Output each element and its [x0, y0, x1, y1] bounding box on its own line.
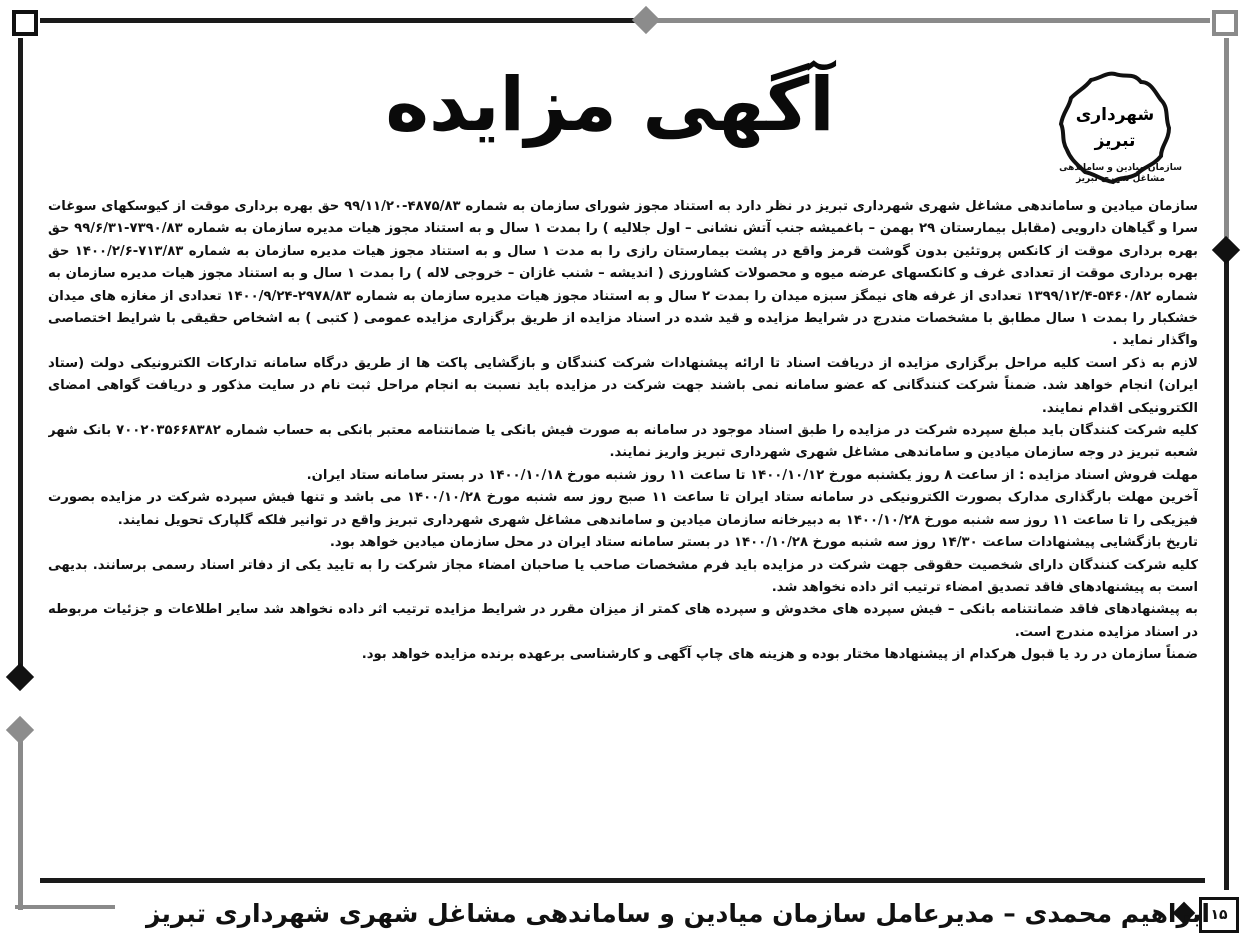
notice-body — [48, 196, 1198, 858]
notice-paragraph: سازمان میادین و ساماندهی مشاغل شهری شهرداری تبریز در نظر دارد به استناد مجوز شورای سازمان به شماره ۴۸۷۵/۸۳-۹۹/۱۱/۲۰ حق بهره برداری موقت از کیوسکهای سوغات سرا و گیاهان دارویی (مقابل بیمارستان ۲۹ بهمن – باغمیشه جنب آتش نشانی – اول جلالیه ) را بمدت ۱ سال و به استناد مجوز هیات مدیره سازمان به شماره ۷۳۹۰/۸۳-۹۹/۶/۳۱ حق بهره برداری موقت از کانکس پروتئین بدون گوشت قرمز واقع در پشت بیمارستان رازی را به مدت ۱ سال و به استناد مجوز هیات مدیره سازمان به شماره ۷۱۳/۸۳-۱۴۰۰/۲/۶ حق بهره برداری موقت از تعدادی غرف و کانکسهای عرضه میوه و محصولات کشاورزی ( اندیشه – شنب غازان – خروجی لاله ) را بمدت ۱ سال و به استناد مجوز هیات مدیره سازمان به شماره ۵۴۶۰/۸۲-۱۳۹۹/۱۲/۴ تعدادی از غرفه های نیمگز سبزه میدان را بمدت ۲ سال و به استناد مجوز هیات مدیره سازمان به شماره ۲۹۷۸/۸۳-۱۴۰۰/۹/۲۴ تعدادی از مغازه های میدان خشکبار را بمدت ۱ سال مطابق با مشخصات مندرج در شرایط مزایده و قید شده در اسناد مزایده از طریق برگزاری مزایده عمومی ( کتبی ) به اشخاص حقیقی با شرایط اختصاصی واگذار نماید . — [48, 199, 1198, 349]
frame-right-upper-line — [1224, 38, 1229, 238]
notice-paragraph: تاریخ بازگشایی پیشنهادات ساعت ۱۴/۳۰ روز سه شنبه مورخ ۱۴۰۰/۱۰/۲۸ در بستر سامانه ستاد ایران در محل سازمان میادین خواهد بود. — [329, 535, 1198, 551]
frame-right-line — [1224, 255, 1229, 890]
frame-corner-top-right — [1212, 10, 1238, 36]
page-title: آگهی مزایده — [385, 62, 835, 148]
frame-top-right-line — [655, 18, 1210, 23]
signature-line: ابراهیم محمدی – مدیرعامل سازمان میادین و ساماندهی مشاغل شهری شهرداری تبریز — [145, 899, 1210, 928]
notice-paragraph: لازم به ذکر است کلیه مراحل برگزاری مزایده از دریافت اسناد تا ارائه پیشنهادات شرکت کنندگان و بازگشایی پاکت ها از طریق درگاه سامانه تدارکات الکترونیکی دولت (ستاد ایران) انجام خواهد شد. ضمناً شرکت کنندگانی که عضو سامانه نمی باشند جهت شرکت در مزایده باید نسبت به انجام مراحل ثبت نام در سایت مذکور و دریافت گواهی امضای الکترونیکی اقدام نمایند. — [48, 355, 1198, 416]
frame-diamond-left-lower — [6, 716, 34, 744]
logo-text-bottom: تبریز — [1094, 131, 1136, 151]
frame-bottom-outer-line — [15, 905, 115, 909]
frame-diamond-right — [1212, 236, 1240, 264]
frame-diamond-top — [632, 6, 660, 34]
frame-left-line — [18, 38, 23, 668]
notice-paragraph: به پیشنهادهای فاقد ضمانتنامه بانکی – فیش سپرده های مخدوش و سپرده های کمتر از میزان مقرر در شرایط مزایده ترتیب اثر داده نخواهد شد سایر اطلاعات و جزئیات مربوطه در اسناد مزایده مندرج است. — [48, 602, 1198, 640]
notice-paragraph: ضمناً سازمان در رد یا قبول هرکدام از پیشنهادها مختار بوده و هزینه های چاپ آگهی و کارشناسی برعهده برنده مزایده خواهد بود. — [361, 647, 1198, 663]
logo-text-top: شهرداری — [1075, 105, 1155, 125]
frame-top-left-line — [40, 18, 635, 23]
notice-paragraph: کلیه شرکت کنندگان باید مبلغ سپرده شرکت در مزایده را طبق اسناد موجود در سامانه به صورت فیش بانکی یا ضمانتنامه معتبر بانکی به حساب شماره ۷۰۰۲۰۳۵۶۶۸۳۸۲ بانک شهر شعبه تبریز در وجه سازمان میادین و ساماندهی مشاغل شهری شهرداری تبریز واریز نمایند. — [48, 423, 1198, 461]
frame-left-lower-line — [18, 735, 23, 910]
logo-caption: سازمان میادین و ساماندهی مشاغل شهری تبریز — [1059, 163, 1182, 184]
page-number-box: ۱۵ — [1199, 897, 1239, 933]
notice-paragraph: مهلت فروش اسناد مزایده : از ساعت ۸ روز یکشنبه مورخ ۱۴۰۰/۱۰/۱۲ تا ساعت ۱۱ روز شنبه مورخ ۱۴۰۰/۱۰/۱۸ در بستر سامانه ستاد ایران. — [306, 467, 1198, 483]
notice-paragraph: کلیه شرکت کنندگان دارای شخصیت حقوقی جهت شرکت در مزایده باید فرم مشخصات صاحب یا صاحبان امضاء مجاز شرکت را به تایید یکی از دفاتر اسناد رسمی برسانند. بدیهی است به پیشنهادهای فاقد تصدیق امضاء ترتیب اثر داده نخواهد شد. — [48, 557, 1198, 595]
frame-corner-top-left — [12, 10, 38, 36]
frame-bottom-line — [40, 878, 1205, 883]
notice-paragraph: آخرین مهلت بارگذاری مدارک بصورت الکترونیکی در سامانه ستاد ایران تا ساعت ۱۱ صبح روز سه شنبه مورخ ۱۴۰۰/۱۰/۲۸ می باشد و تنها فیش سپرده شرکت در مزایده بصورت فیزیکی را تا ساعت ۱۱ روز سه شنبه مورخ ۱۴۰۰/۱۰/۲۸ به دبیرخانه سازمان میادین و ساماندهی مشاغل شهری شهرداری تبریز واقع در توانیر فلکه گلپارک تحویل نمایند. — [48, 490, 1198, 528]
frame-diamond-left — [6, 663, 34, 691]
